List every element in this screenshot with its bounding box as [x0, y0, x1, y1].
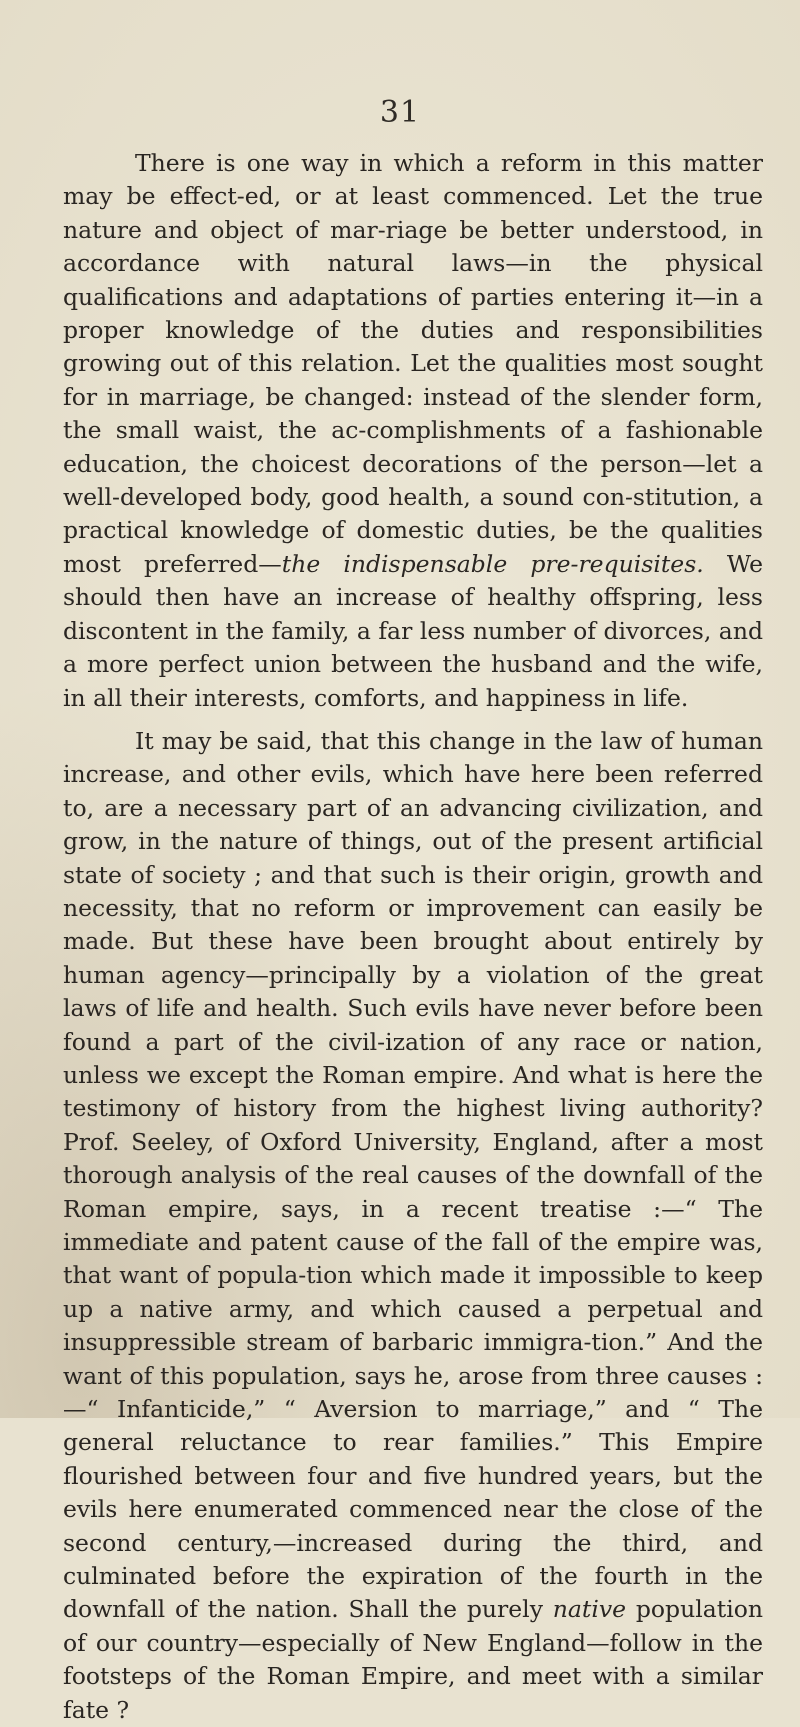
paragraph-1 — [63, 147, 763, 715]
body-text — [63, 147, 763, 1727]
paragraph-1-italic-phrase: the indispensable pre-requisites. — [281, 549, 704, 578]
paragraph-1-text-end: We should then have an increase of healthy offspring, less discontent in the family, a far less number of divorces, and a more perfect union between the husband and the wife, in all their interests, comforts, and happiness in life. — [63, 549, 763, 712]
paragraph-1-text: There is one way in which a reform in this matter may be effect-ed, or at least commenced. Let the true nature and object of mar-riage be better understood, in accordance with natural laws—in the physical qualifications and adaptations of parties entering it—in a proper knowledge of the duties and responsibilities growing out of this relation. Let the qualities most sought for in marriage, be changed: instead of the slender form, the small waist, the ac-complishments of a fashionable education, the choicest decorations of the person—let a well-developed body, good health, a sound con-stitution, a practical knowledge of domestic duties, be the qualities most preferred— — [63, 149, 763, 578]
paragraph-2 — [63, 725, 763, 1727]
paragraph-2-text-end: population of our country—especially of New England—follow in the footsteps of the Roman Empire, and meet with a similar fate ? — [63, 1595, 763, 1724]
paragraph-2-italic-word: native — [552, 1595, 627, 1624]
page-number: 31 — [379, 95, 421, 130]
paragraph-2-text: It may be said, that this change in the law of human increase, and other evils, which have here been referred to, are a necessary part of an advancing civilization, and grow, in the nature of things, out of the present artificial state of society ; and that such is their origin, growth and necessity, that no reform or improvement can easily be made. But these have been brought about entirely by human agency—principally by a violation of the great laws of life and health. Such evils have never before been found a part of the civil-ization of any race or nation, unless we except the Roman empire. And what is here the testimony of history from the highest living authority? Prof. Seeley, of Oxford University, England, after a most thorough analysis of the real causes of the downfall of the Roman empire, says, in a recent treatise :—“ The immediate and patent cause of the fall of the empire was, that want of popula-tion which made it impossible to keep up a native army, and which caused a perpetual and insuppressible stream of barbaric immigra-tion.” And the want of this population, says he, arose from three causes :—“ Infanticide,” “ Aversion to marriage,” and “ The general reluctance to rear families.” This Empire flourished between four and five hundred years, but the evils here enumerated commenced near the close of the second century,—increased during the third, and culminated before the expiration of the fourth in the downfall of the nation. Shall the purely — [63, 726, 763, 1624]
